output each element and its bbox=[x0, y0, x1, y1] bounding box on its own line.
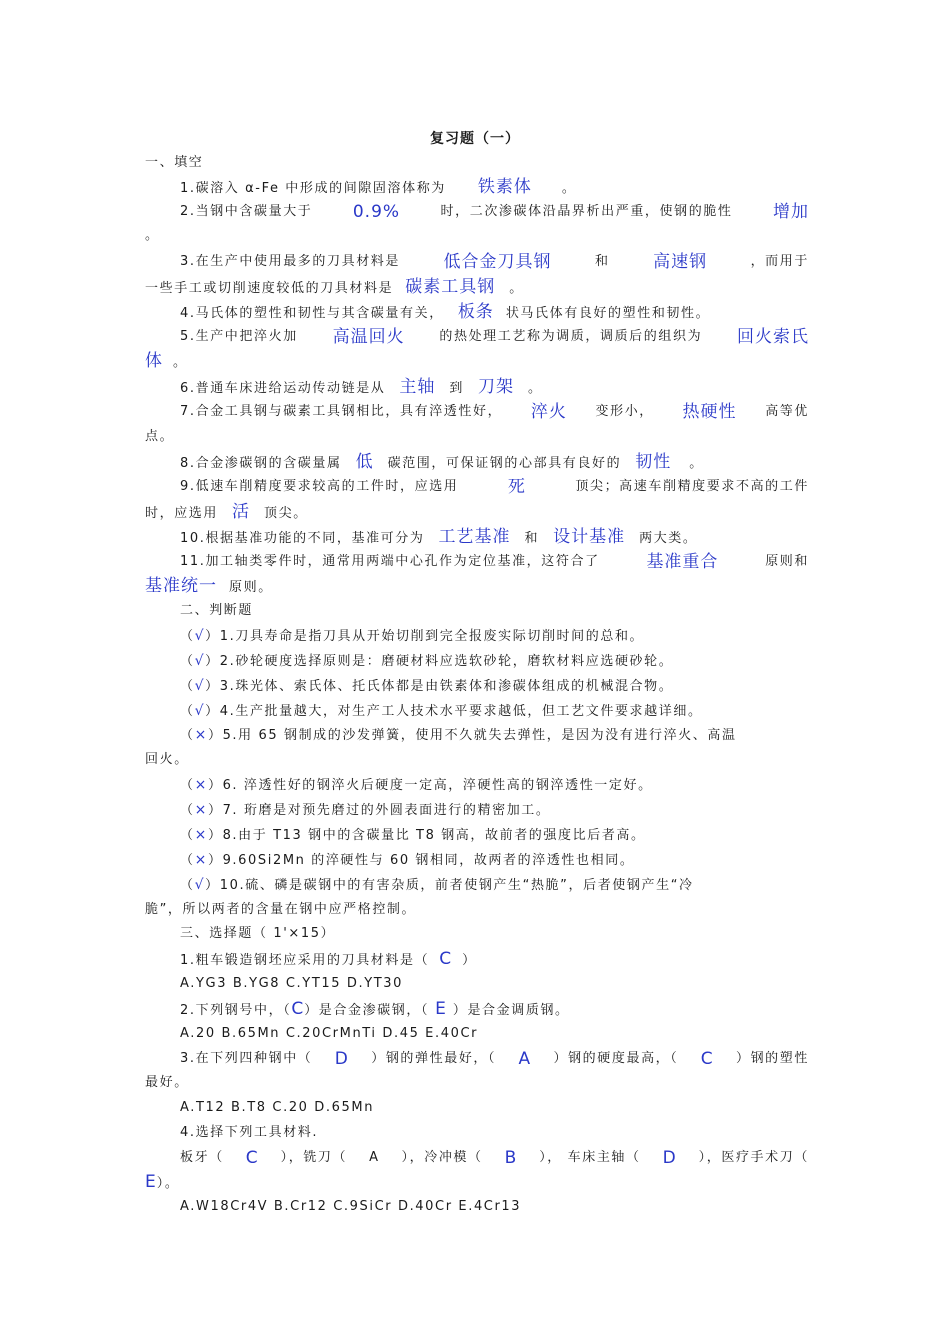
q-text: 3.在下列四种钢中（ bbox=[180, 1051, 313, 1066]
judge-mark: √ bbox=[194, 877, 206, 893]
page-title: 复习题（一） bbox=[430, 131, 520, 147]
judge-text: 1.刀具寿命是指刀具从开始切削到完全报废实际切削时间的总和。 bbox=[219, 629, 645, 644]
choice-q1-options: A.YG3 B.YG8 C.YT15 D.YT30 bbox=[180, 976, 404, 991]
answer: A bbox=[518, 1049, 532, 1069]
judge-mark: √ bbox=[194, 653, 206, 669]
q-text: 。 bbox=[528, 381, 543, 396]
judge-mark: √ bbox=[194, 628, 206, 644]
q-text: 高等优 bbox=[765, 404, 809, 419]
q-text: 一些手工或切削速度较低的刀具材料是 bbox=[145, 281, 394, 296]
q-text: 的热处理工艺称为调质，调质后的组织为 bbox=[439, 329, 703, 344]
choice-q3-options: A.T12 B.T8 C.20 D.65Mn bbox=[180, 1100, 375, 1115]
answer: A bbox=[369, 1150, 380, 1165]
judge-item-cont: 脆”，所以两者的含量在钢中应严格控制。 bbox=[145, 902, 417, 917]
answer: E bbox=[145, 1172, 157, 1192]
fill-q7-cont: 点。 bbox=[145, 429, 175, 444]
q-text: ）是合金调质钢。 bbox=[452, 1003, 570, 1018]
fill-q9-cont bbox=[145, 502, 809, 524]
answer: 淬火 bbox=[530, 402, 567, 422]
fill-q11-cont bbox=[145, 576, 809, 598]
choice-q3-cont: 最好。 bbox=[145, 1075, 189, 1090]
q-text: ）， 车床主轴（ bbox=[539, 1150, 641, 1165]
judge-mark: × bbox=[194, 802, 208, 818]
answer: 高温回火 bbox=[332, 327, 405, 347]
q-text: 和 bbox=[594, 254, 610, 269]
q-text: 到 bbox=[449, 381, 465, 396]
q-text: 时，应选用 bbox=[145, 506, 219, 521]
answer: 体 bbox=[145, 351, 163, 371]
answer: C bbox=[291, 999, 305, 1019]
judge-text: 8.由于 T13 钢中的含碳量比 T8 钢高，故前者的强度比后者高。 bbox=[222, 828, 646, 843]
judge-item: （×）8.由于 T13 钢中的含碳量比 T8 钢高，故前者的强度比后者高。 bbox=[180, 827, 646, 843]
q-text: ），冷冲模（ bbox=[401, 1150, 483, 1165]
fill-q5 bbox=[180, 327, 809, 347]
judge-mark: × bbox=[194, 827, 208, 843]
q-text: 1.碳溶入 α-Fe 中形成的间隙固溶体称为 bbox=[180, 181, 446, 196]
fill-q6 bbox=[180, 377, 809, 399]
answer: 热硬性 bbox=[682, 402, 737, 422]
q-text: 8.合金渗碳钢的含碳量属 bbox=[180, 456, 342, 471]
q-text: 。 bbox=[173, 355, 188, 370]
answer: 死 bbox=[507, 477, 526, 497]
q-text: ） bbox=[462, 953, 477, 968]
choice-q2-options: A.20 B.65Mn C.20CrMnTi D.45 E.40Cr bbox=[180, 1026, 479, 1041]
answer: 基准统一 bbox=[145, 576, 217, 596]
judge-item: （√）2.砂轮硬度选择原则是：磨硬材料应选软砂轮，磨软材料应选硬砂轮。 bbox=[180, 653, 674, 669]
q-text: 变形小， bbox=[595, 404, 654, 419]
q-text: 原则。 bbox=[229, 580, 273, 595]
judge-text: 6. 淬透性好的钢淬火后硬度一定高，淬硬性高的钢淬透性一定好。 bbox=[222, 778, 653, 793]
section-choice-heading: 三、选择题（ 1'×15） bbox=[180, 926, 336, 941]
judge-mark: × bbox=[194, 852, 208, 868]
judge-item: （√）3.珠光体、索氏体、托氏体都是由铁素体和渗碳体组成的机械混合物。 bbox=[180, 678, 674, 694]
choice-q4-cont bbox=[145, 1172, 809, 1194]
q-text: ）钢的弹性最好，（ bbox=[371, 1051, 497, 1066]
answer: 增加 bbox=[772, 202, 809, 222]
section-fill-heading: 一、填空 bbox=[145, 155, 204, 170]
fill-q8 bbox=[180, 452, 809, 474]
q-text: 两大类。 bbox=[639, 531, 698, 546]
q-text: 1.粗车锻造钢坯应采用的刀具材料是（ bbox=[180, 953, 430, 968]
q-text: ）。 bbox=[156, 1176, 180, 1191]
answer: 碳素工具钢 bbox=[405, 277, 496, 297]
q-text: 7.合金工具钢与碳素工具钢相比，具有淬透性好， bbox=[180, 404, 503, 419]
answer: 板条 bbox=[457, 302, 494, 322]
answer: 基准重合 bbox=[646, 552, 719, 572]
judge-mark: × bbox=[194, 727, 208, 743]
answer: 0.9% bbox=[352, 202, 401, 222]
q-text: 顶尖；高速车削精度要求不高的工件 bbox=[575, 479, 809, 494]
fill-q1 bbox=[180, 177, 809, 199]
answer: E bbox=[435, 999, 447, 1019]
fill-q7 bbox=[180, 402, 809, 422]
judge-item: （×）5.用 65 钢制成的沙发弹簧，使用不久就失去弹性，是因为没有进行淬火、高温 bbox=[180, 727, 737, 743]
choice-q4-line bbox=[180, 1148, 809, 1168]
q-text: ），医疗手术刀（ bbox=[698, 1150, 809, 1165]
judge-item: （×）7. 珩磨是对预先磨过的外圆表面进行的精密加工。 bbox=[180, 802, 551, 818]
answer: D bbox=[662, 1148, 677, 1168]
q-text: 5.生产中把淬火加 bbox=[180, 329, 298, 344]
fill-q10 bbox=[180, 527, 809, 549]
q-text: ）钢的塑性 bbox=[735, 1051, 809, 1066]
judge-text: 4.生产批量越大，对生产工人技术水平要求越低，但工艺文件要求越详细。 bbox=[219, 704, 703, 719]
judge-text: 10.硫、磷是碳钢中的有害杂质，前者使钢产生“热脆”，后者使钢产生“冷 bbox=[219, 878, 694, 893]
answer: B bbox=[504, 1148, 518, 1168]
fill-q2-end: 。 bbox=[145, 228, 160, 243]
judge-mark: √ bbox=[194, 703, 206, 719]
fill-q9 bbox=[180, 477, 809, 497]
answer: 低合金刀具钢 bbox=[443, 252, 552, 272]
q-text: ），铣刀（ bbox=[280, 1150, 348, 1165]
fill-q3 bbox=[180, 252, 809, 272]
judge-item: （√）1.刀具寿命是指刀具从开始切削到完全报废实际切削时间的总和。 bbox=[180, 628, 645, 644]
fill-q5-cont bbox=[145, 351, 809, 373]
answer: C bbox=[245, 1148, 259, 1168]
judge-text: 3.珠光体、索氏体、托氏体都是由铁素体和渗碳体组成的机械混合物。 bbox=[219, 679, 674, 694]
fill-q3-cont bbox=[145, 277, 809, 299]
answer: C bbox=[700, 1049, 714, 1069]
answer: 高速钢 bbox=[653, 252, 708, 272]
judge-mark: × bbox=[194, 777, 208, 793]
choice-q4: 4.选择下列工具材料. bbox=[180, 1125, 319, 1140]
q-text: 9.低速车削精度要求较高的工件时，应选用 bbox=[180, 479, 459, 494]
judge-text: 7. 珩磨是对预先磨过的外圆表面进行的精密加工。 bbox=[222, 803, 551, 818]
q-text: 。 bbox=[689, 456, 704, 471]
answer: 刀架 bbox=[478, 377, 515, 397]
q-text: 和 bbox=[524, 531, 540, 546]
answer: 韧性 bbox=[635, 452, 672, 472]
answer: 主轴 bbox=[399, 377, 436, 397]
fill-q11 bbox=[180, 552, 809, 572]
choice-q4-options: A.W18Cr4V B.Cr12 C.9SiCr D.40Cr E.4Cr13 bbox=[180, 1199, 522, 1214]
judge-item: （×）6. 淬透性好的钢淬火后硬度一定高，淬硬性高的钢淬透性一定好。 bbox=[180, 777, 653, 793]
judge-text: 2.砂轮硬度选择原则是：磨硬材料应选软砂轮，磨软材料应选硬砂轮。 bbox=[219, 654, 674, 669]
q-text: ）钢的硬度最高，（ bbox=[553, 1051, 679, 1066]
answer: 设计基准 bbox=[553, 527, 626, 547]
q-text: 状马氏体有良好的塑性和韧性。 bbox=[505, 306, 711, 321]
fill-q2 bbox=[180, 202, 809, 222]
q-text: ，而用于 bbox=[750, 254, 809, 269]
answer: 低 bbox=[355, 452, 374, 472]
q-text: 。 bbox=[509, 281, 524, 296]
judge-mark: √ bbox=[194, 678, 206, 694]
answer: 工艺基准 bbox=[438, 527, 511, 547]
q-text: 6.普通车床进给运动传动链是从 bbox=[180, 381, 386, 396]
choice-q3 bbox=[180, 1049, 809, 1069]
judge-item: （√）4.生产批量越大，对生产工人技术水平要求越低，但工艺文件要求越详细。 bbox=[180, 703, 703, 719]
q-text: 。 bbox=[561, 181, 577, 196]
q-text: 板牙（ bbox=[180, 1150, 224, 1165]
q-text: 10.根据基准功能的不同，基准可分为 bbox=[180, 531, 425, 546]
q-text: 原则和 bbox=[765, 554, 809, 569]
section-judge-heading: 二、判断题 bbox=[180, 603, 254, 618]
q-text: 11.加工轴类零件时，通常用两端中心孔作为定位基准，这符合了 bbox=[180, 554, 600, 569]
q-text: 4.马氏体的塑性和韧性与其含碳量有关， bbox=[180, 306, 444, 321]
fill-q4 bbox=[180, 302, 809, 324]
judge-item: （×）9.60Si2Mn 的淬硬性与 60 钢相同，故两者的淬透性也相同。 bbox=[180, 852, 635, 868]
q-text: 顶尖。 bbox=[264, 506, 308, 521]
answer: C bbox=[439, 949, 453, 969]
q-text: 3.在生产中使用最多的刀具材料是 bbox=[180, 254, 401, 269]
q-text: 时，二次渗碳体沿晶界析出严重，使钢的脆性 bbox=[440, 204, 733, 219]
judge-text: 9.60Si2Mn 的淬硬性与 60 钢相同，故两者的淬透性也相同。 bbox=[222, 853, 635, 868]
q-text: 2.当钢中含碳量大于 bbox=[180, 204, 313, 219]
answer: D bbox=[334, 1049, 349, 1069]
answer: 回火索氏 bbox=[736, 327, 809, 347]
q-text: 碳范围，可保证钢的心部具有良好的 bbox=[387, 456, 622, 471]
judge-text: 5.用 65 钢制成的沙发弹簧，使用不久就失去弹性，是因为没有进行淬火、高温 bbox=[222, 728, 737, 743]
answer: 活 bbox=[232, 502, 251, 522]
q-text: ）是合金渗碳钢，（ bbox=[304, 1003, 430, 1018]
choice-q1 bbox=[180, 949, 809, 971]
q-text: 2.下列钢号中，（ bbox=[180, 1003, 292, 1018]
choice-q2 bbox=[180, 999, 809, 1021]
judge-item: （√）10.硫、磷是碳钢中的有害杂质，前者使钢产生“热脆”，后者使钢产生“冷 bbox=[180, 877, 694, 893]
answer: 铁素体 bbox=[477, 177, 532, 197]
judge-item-cont: 回火。 bbox=[145, 752, 189, 767]
